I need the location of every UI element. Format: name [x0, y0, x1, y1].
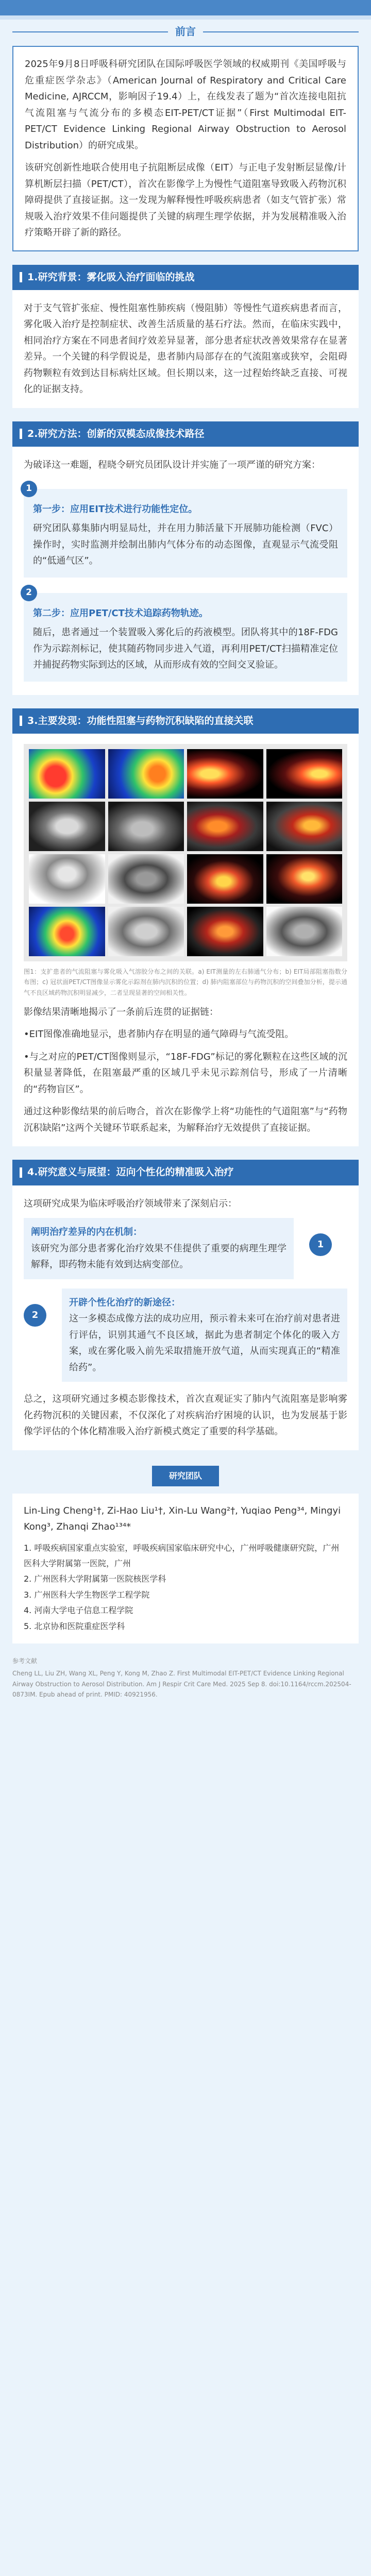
- affiliation-item: 3. 广州医科大学生物医学工程学院: [24, 1589, 150, 1600]
- author-list: Lin-Ling Cheng¹†, Zi-Hao Liu¹†, Xin-Lu Wang²†, Yuqiao Peng³⁴, Mingyi Kong³, Zhanqi Zhao¹³⁴*: [24, 1505, 341, 1533]
- step-text: 随后，患者通过一个装置吸入雾化后的药液模型。团队将其中的18F-FDG作为示踪剂标记，使其随药物同步进入气道，再利用PET/CT扫描精准定位并捕捉药物实际到达的区域，从而形成有效的空间交叉验证。: [33, 627, 338, 670]
- method-step-2: [24, 587, 347, 682]
- team-tag: 研究团队: [152, 1466, 219, 1486]
- section-1-title: 1.研究背景：雾化吸入治疗面临的挑战: [27, 271, 195, 283]
- heading-bar: [20, 429, 22, 439]
- step-text: 研究团队募集肺内明显局灶，并在用力肺活量下开展肺功能检测（FVC）操作时，实时监测并绘制出肺内气体分布的动态图像，直观显示气流受阻的“低通气区”。: [33, 523, 338, 566]
- section-3-conclusion: 通过这种影像结果的前后吻合，首次在影像学上将“功能性的气道阻塞”与“药物沉积缺陷”这两个关键环节联系起来，为解释治疗无效提供了直接证据。: [24, 1106, 347, 1133]
- reference-text: Cheng LL, Liu ZH, Wang XL, Peng Y, Kong M, Zhao Z. First Multimodal EIT-PET/CT Evidence Linking Regional Airway Obstruction to Aerosol Distribution. Am J Respir Crit Care Med. 2025 Sep 8. doi:10.1164/rccm.202504-0873IM. Epub ahead of print. PMID: 40921956.: [12, 1670, 351, 1699]
- section-4-title: 4.研究意义与展望：迈向个性化的精准吸入治疗: [27, 1166, 234, 1178]
- figure-eit-pet-ct: [24, 744, 347, 961]
- heading-bar: [20, 1167, 22, 1178]
- section-1-body: [12, 290, 359, 408]
- section-3-title: 3.主要发现：功能性阻塞与药物沉积缺陷的直接关联: [27, 715, 254, 726]
- reference-title: 参考文献: [12, 1657, 38, 1665]
- section-2-heading: [12, 421, 359, 447]
- point-text: 这一多模态成像方法的成功应用，预示着未来可在治疗前对患者进行评估，识别其通气不良区域，据此为患者制定个体化的吸入方案，或在雾化吸入前先采取措施开放气道，从而实现真正的“精准给药”。: [69, 1313, 340, 1373]
- preface-paragraph: 2025年9月8日呼吸科研究团队在国际呼吸医学领域的权威期刊《美国呼吸与危重症医学杂志》（American Journal of Respiratory and Critical Care Medicine, AJRCCM，影响因子19.4）上，在线发表了题为“首次连接电阻抗气流阻塞与气流分布的多模态EIT-PET/CT证据”（First Multimodal EIT-PET/CT Evidence Linking Regional Airway Obstruction to Aerosol Distribution）的研究成果。: [25, 59, 346, 151]
- affiliation-item: 2. 广州医科大学附属第一医院核医学科: [24, 1574, 166, 1584]
- step-title: 第二步：应用PET/CT技术追踪药物轨迹。: [33, 607, 208, 619]
- ct-image-panel: [108, 907, 184, 956]
- section-2-intro: 为破译这一难题，程晓令研究员团队设计并实施了一项严谨的研究方案：: [24, 460, 321, 470]
- section-4-body: [12, 1185, 359, 1450]
- section-4-closing: 总之，这项研究通过多模态影像技术，首次直观证实了肺内气流阻塞是影响雾化药物沉积的关键因素，不仅深化了对疾病治疗困境的认识，也为发展基于影像学评估的个体化精准吸入治疗新模式奠定了重要的科学基础。: [24, 1394, 347, 1437]
- affiliation-item: 4. 河南大学电子信息工程学院: [24, 1605, 133, 1616]
- step-box: [24, 489, 347, 578]
- section-1-paragraph: 对于支气管扩张症、慢性阻塞性肺疾病（慢阻肺）等慢性气道疾病患者而言，雾化吸入治疗是控制症状、改善生活质量的基石疗法。然而，在临床实践中，相同治疗方案在不同患者间疗效差异显著，部分患者症状改善效果常存在显著差异。一个关键的科学假说是，患者肺内局部存在的气流阻塞或狭窄，会阻碍药物颗粒有效到达目标病灶区域。但长期以来，这一过程始终缺乏直接、可视化的证据支持。: [24, 302, 347, 395]
- point-text: 该研究为部分患者雾化治疗效果不佳提供了重要的病理生理学解释，即药物未能有效到达病变部位。: [31, 1243, 286, 1270]
- eit-image-panel: [29, 749, 105, 799]
- point-number: 2: [24, 1304, 46, 1327]
- affiliation-list: [24, 1540, 347, 1634]
- step-title: 第一步：应用EIT技术进行功能性定位。: [33, 503, 198, 515]
- ct-image-panel: [266, 907, 343, 956]
- significance-point-2: [24, 1289, 347, 1382]
- pet-image-panel: [187, 749, 263, 799]
- significance-point-1: [24, 1218, 347, 1279]
- section-3-heading: [12, 708, 359, 734]
- section-1-heading: [12, 265, 359, 290]
- fusion-image-panel: [187, 907, 263, 956]
- fusion-image-panel: [266, 802, 343, 851]
- pet-image-panel: [187, 854, 263, 904]
- pet-image-panel: [266, 854, 343, 904]
- preface-paragraph: 该研究创新性地联合使用电子抗阻断层成像（EIT）与正电子发射断层显像/计算机断层扫描（PET/CT），首次在影像学上为慢性气道阻塞导致吸入药物沉积障碍提供了直接证据。这一发现为解释慢性呼吸疾病患者（如支气管扩张）常规吸入治疗效果不佳问题提供了关键的病理生理学依据，并为发展精准吸入治疗策略开辟了新的路径。: [25, 162, 346, 238]
- preface-box: [12, 46, 359, 251]
- step-box: [24, 593, 347, 682]
- eit-image-panel: [108, 749, 184, 799]
- divider: [12, 31, 168, 32]
- finding-bullet: •EIT图像准确地显示，患者肺内存在明显的通气障碍与气流受阻。: [24, 1029, 294, 1040]
- affiliation-item: 1. 呼吸疾病国家重点实验室，呼吸疾病国家临床研究中心，广州呼吸健康研究院，广州医科大学附属第一医院，广州: [24, 1543, 340, 1569]
- point-title: 阐明治疗差异的内在机制：: [31, 1227, 142, 1238]
- pet-image-panel: [266, 749, 343, 799]
- point-text-box: [62, 1289, 347, 1382]
- point-title: 开辟个性化治疗的新途径：: [69, 1297, 180, 1308]
- point-text-box: [24, 1218, 294, 1279]
- affiliation-item: 5. 北京协和医院重症医学科: [24, 1621, 125, 1631]
- step-number: 2: [21, 585, 37, 601]
- step-number: 1: [21, 481, 37, 497]
- fusion-image-panel: [187, 802, 263, 851]
- figure-caption: 图1：支扩患者的气流阻塞与雾化吸入气溶胶分布之间的关联。a) EIT测量的左右肺通气分布；b) EIT局部阻塞指数分布图；c) 冠状面PET/CT图像显示雾化示踪剂在肺内沉积的位置；d) 肺内阻塞部位与药物沉积的空间叠加分析，提示通气不良区域药物沉积明显减少，二者呈现显著的空间相关性。: [24, 968, 347, 996]
- divider: [203, 31, 359, 32]
- eit-image-panel: [29, 907, 105, 956]
- finding-bullet: •与之对应的PET/CT图像则显示，“18F-FDG”标记的雾化颗粒在这些区域的沉积量显著降低，在阻塞最严重的区域几乎未见示踪剂信号，形成了一片清晰的“药物盲区”。: [24, 1051, 347, 1095]
- point-number: 1: [309, 1233, 332, 1256]
- reference-block: [12, 1656, 359, 1700]
- heading-bar: [20, 716, 22, 726]
- top-banner: [0, 0, 371, 15]
- section-2-title: 2.研究方法：创新的双模态成像技术路径: [27, 428, 205, 439]
- heading-bar: [20, 272, 22, 282]
- section-3-intro: 影像结果清晰地揭示了一条前后连贯的证据链：: [24, 1006, 218, 1018]
- ct-image-panel: [29, 802, 105, 851]
- ct-image-panel: [29, 854, 105, 904]
- method-step-1: [24, 483, 347, 578]
- section-4-intro: 这项研究成果为临床呼吸治疗领域带来了深刻启示：: [24, 1198, 237, 1209]
- team-box: [12, 1494, 359, 1643]
- preface-header: [12, 23, 359, 41]
- ct-image-panel: [108, 854, 184, 904]
- section-4-heading: [12, 1160, 359, 1185]
- section-2-body: [12, 447, 359, 695]
- preface-title: 前言: [175, 25, 196, 38]
- section-3-body: [12, 734, 359, 1147]
- ct-image-panel: [108, 802, 184, 851]
